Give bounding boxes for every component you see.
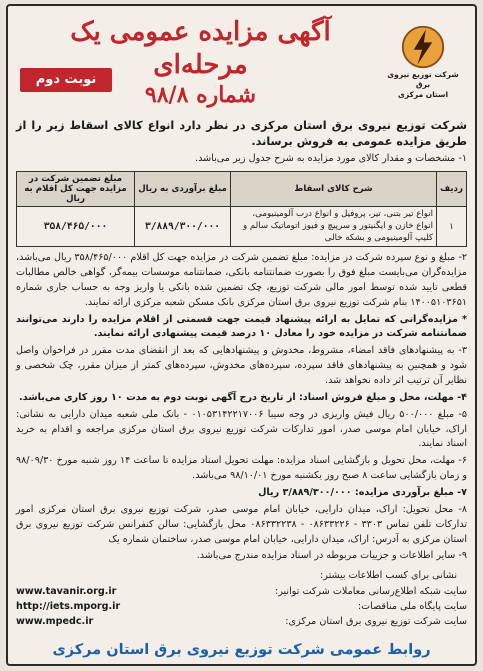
- items-table: [16, 171, 467, 247]
- cell-row-number: ۱: [437, 207, 467, 247]
- section-5: ۵- مبلغ ۵۰۰/۰۰۰ ریال فیش واریزی در وجه سیبا ۰۱۰۵۳۱۴۲۲۱۷۰۰۶ - بانک ملی شعبه میدان دارایی به نشانی: اراک، خیابان امام موسی صدر، امور تدارکات شرکت توزیع نیروی برق استان مرکزی مراجعه و اقدام به خرید اسناد نمایند.: [16, 408, 467, 450]
- page-title: آگهی مزایده عمومی یک مرحله‌ای: [70, 17, 331, 80]
- title-block: [26, 16, 375, 110]
- notice-header: [16, 10, 467, 118]
- lightning-bolt-icon: [400, 24, 446, 70]
- col-header-row: ردیف: [437, 172, 467, 207]
- round-badge: نوبت دوم: [20, 68, 112, 92]
- contact-intro: نشانی برای کسب اطلاعات بیشتر:: [320, 570, 457, 582]
- table-header-row: [17, 172, 467, 207]
- section-8: ۸- محل تحویل: اراک، میدان دارایی، خیابان امام موسی صدر، شرکت توزیع نیروی برق استان مرکزی امور تدارکات تلفن تماس ۳۳۰۳ - ۰۸۶۳۳۲۲۶ - ۰۸۶۳۳۲۲۳۸ محل بازگشایی: سالن کنفرانس شرکت توزیع نیروی برق استان مرکزی به آدرس: اراک، میدان دارایی، خیابان امام موسی صدر، ساختمان شماره یک: [16, 503, 468, 545]
- col-header-estimate: مبلغ برآوردی به ریال: [135, 172, 231, 207]
- table-row: [17, 207, 467, 247]
- intro-paragraph: شرکت توزیع نیروی برق استان مرکزی در نظر دارد انواع کالای اسقاط زیر را از طریق مزایده عمومی به فروش برساند.: [16, 119, 467, 149]
- company-name-line2: استان مرکزی: [397, 90, 449, 100]
- company-name-line1: شرکت توزیع نیروی برق: [387, 70, 459, 90]
- tender-notice: [6, 4, 477, 666]
- footer-signature: روابط عمومی شرکت توزیع نیروی برق استان مرکزی: [52, 642, 431, 658]
- company-logo: [383, 24, 463, 114]
- section-3: ۳- به پیشنهادهای فاقد امضاء، مشروط، مخدوش و پیشنهادهایی که بعد از انقضای مدت مقرر در فراخوان واصل شود و همچنین به پیشنهادهای فاقد سپرده، سپرده‌های مخدوش، سپرده‌های کمتر از میزان مقرر، چک شخصی و نظایر آن ترتیب اثر داده نخواهد شد.: [16, 345, 467, 386]
- note-partial-bid: * مزایده‌گرانی که تمایل به ارائه پیشنهاد قیمت جهت قسمتی از اقلام مزایده را دارند می‌توانند ضمانتنامه شرکت در مزایده خود را معادل ۱۰ درصد قیمت پیشنهادی ارائه نمایند.: [16, 313, 467, 340]
- col-header-desc: شرح کالای اسقاط: [231, 172, 437, 207]
- section-6: ۶- مهلت، محل تحویل و بازگشایی اسناد مزایده: مهلت تحویل اسناد مزایده تا ساعت ۱۴ روز شنبه مورخ ۹۸/۰۹/۳۰ و زمان بازگشایی ساعت ۸ صبح روز یکشنبه مورخ ۹۸/۱۰/۰۱ می‌باشد.: [16, 455, 467, 482]
- cell-description: انواع تیر بتنی، تیر، پروفیل و انواع درب آلومینیومی، انواع خازن و ایگنیتور و سرپیچ و فیوز اتوماتیک سالم و کلیپ آلومینیومی و بشکه خالی: [231, 207, 437, 247]
- cell-guarantee: ۳۵۸/۴۶۵/۰۰۰: [17, 207, 135, 247]
- col-header-guarantee: مبلغ تضمین شرکت در مزایده جهت کل اقلام به ریال: [17, 172, 135, 207]
- site-row-iets: [16, 599, 467, 614]
- site-link-iets[interactable]: http://iets.mporg.ir: [16, 600, 121, 612]
- site-label: سایت پایگاه ملی مناقصات:: [357, 600, 467, 612]
- section-2: ۲- مبلغ و نوع سپرده شرکت در مزایده: مبلغ تضمین شرکت در مزایده جهت کل اقلام ۳۵۸/۴۶۵/۰۰۰ ریال می‌باشد، مزایده‌گران می‌بایست مبلغ فوق را بصورت ضمانتنامه بانکی، ضمانتنامه موسسات بیمه‌گر، گواهی خالص مطالبات قطعی تایید شده توسط امور مالی شرکت توزیع، چک تضمین شده بانکی یا واریز وجه به حساب جاری شماره ۱۴۰۰۵۱۰۳۶۵۱ بنام شرکت توزیع نیروی برق استان مرکزی بانک مسکن شعبه مرکزی ارائه نمایند.: [16, 252, 467, 308]
- section-1: ۱- مشخصات و مقدار کالای مورد مزایده به شرح جدول زیر می‌باشد.: [195, 153, 467, 165]
- site-row-mpedc: [16, 614, 467, 629]
- site-link-mpedc[interactable]: www.mpedc.ir: [16, 616, 94, 628]
- contact-sites: [16, 568, 467, 629]
- section-9: ۹- سایر اطلاعات و جزییات مربوطه در اسناد مزایده مندرج می‌باشد.: [196, 550, 467, 562]
- section-7: ۷- مبلغ برآوردی مزایده: ۳/۸۸۹/۳۰۰/۰۰۰ ریال: [258, 487, 467, 498]
- tender-number: شماره ۹۸/۸: [144, 82, 257, 108]
- site-label: سایت شرکت توزیع نیروی برق استان مرکزی:: [285, 616, 467, 628]
- cell-estimate: ۳/۸۸۹/۳۰۰/۰۰۰: [135, 207, 231, 247]
- site-row-tavanir: [16, 584, 467, 599]
- site-label: سایت شبکه اطلاع‌رسانی معاملات شرکت توانیر:: [275, 585, 467, 597]
- site-link-tavanir[interactable]: www.tavanir.org.ir: [16, 585, 117, 597]
- section-4: ۴- مهلت، محل و مبلغ فروش اسناد: از تاریخ درج آگهی نوبت دوم به مدت ۱۰ روز کاری می‌باشد.: [19, 391, 467, 403]
